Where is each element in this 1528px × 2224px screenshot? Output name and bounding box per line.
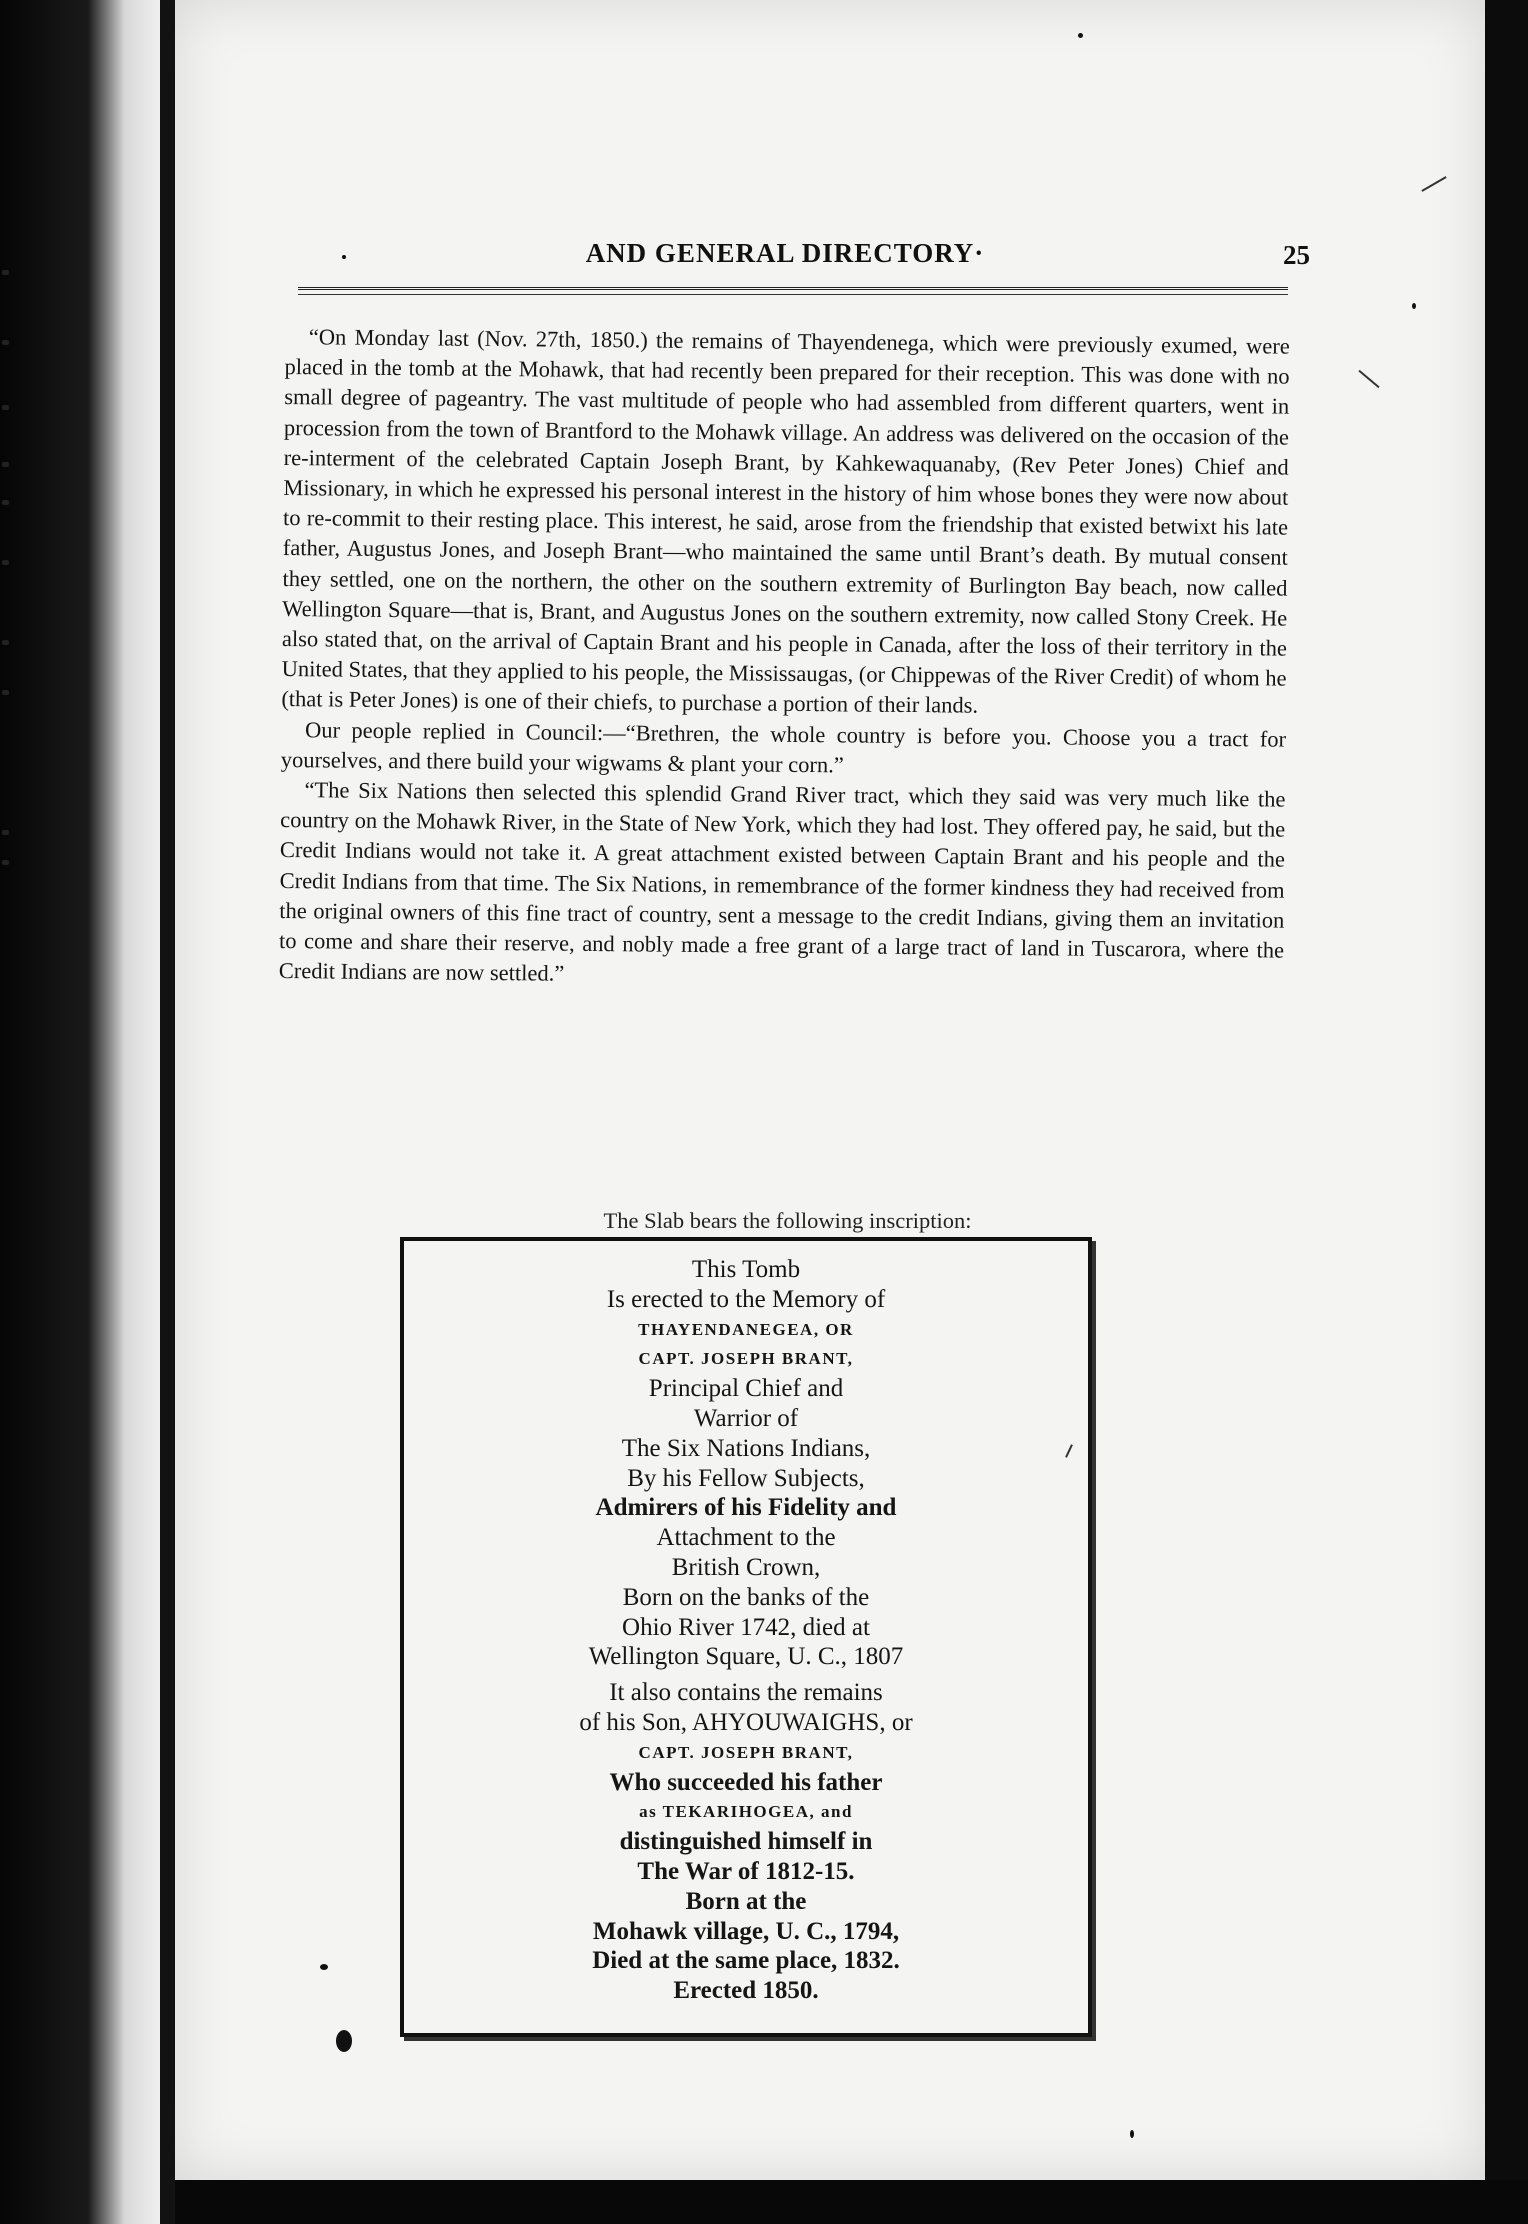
inscription-line: The War of 1812-15.	[637, 1857, 855, 1885]
paragraph-council-reply: Our people replied in Council:—“Brethren, the whole country is before you. Choose you a tract for yourselves, and there build your wigwams & plant your corn.”	[280, 716, 1287, 778]
inscription-line: This Tomb	[691, 1256, 801, 1283]
gutter-marks	[0, 0, 20, 2224]
ink-speck	[1078, 33, 1083, 38]
inscription-line: Mohawk village, U. C., 1794,	[592, 1917, 900, 1945]
inscription-line: CAPT. JOSEPH BRANT,	[638, 1742, 854, 1762]
ink-speck	[342, 255, 346, 259]
inscription-line: THAYENDANEGEA, OR	[638, 1319, 854, 1339]
paragraph-interment: “On Monday last (Nov. 27th, 1850.) the remains of Thayendenega, which were previously exumed, were placed in the tomb at the Mohawk, that had recently been prepared for their reception. This was done with no small degree of pageantry. The vast multitude of people who had assembled from different quarters, went in procession from the town of Brantford to the Mohawk village. An address was delivered on the occasion of the re-interment of the celebrated Captain Joseph Brant, by Kahkewaquanaby, (Rev Peter Jones) Chief and Missionary, in which he expressed his personal interest in the history of him whose bones they were now about to re-commit to their resting place. This interest, he said, arose from the friendship that existed betwixt his late father, Augustus Jones, and Joseph Brant—who maintained the same until Brant’s death. By mutual consent they settled, one on the northern, the other on the southern extremity of Burlington Bay beach, now called Wellington Square—that is, Brant, and Augustus Jones on the southern extremity, now called Stony Creek. He also stated that, on the arrival of Captain Brant and his people in Canada, after the loss of their territory in the United States, that they applied to his people, the Mississaugas, (or Chippewas of the River Credit) of whom he (that is Peter Jones) is one of their chiefs, to purchase a portion of their lands.	[281, 324, 1290, 719]
inscription-text	[404, 1255, 1088, 2006]
ink-blot	[336, 2030, 352, 2052]
inscription-line: Wellington Square, U. C., 1807	[588, 1643, 904, 1671]
inscription-box	[400, 1237, 1092, 2037]
header-rule	[298, 287, 1288, 293]
inscription-line: Principal Chief and	[648, 1375, 844, 1403]
inscription-line: Born on the banks of the	[622, 1583, 870, 1611]
ink-speck	[320, 1964, 328, 1970]
inscription-line: The Six Nations Indians,	[621, 1434, 871, 1462]
running-head-title: AND GENERAL DIRECTORY·	[585, 238, 985, 268]
inscription-line: Attachment to the	[656, 1524, 836, 1552]
inscription-line: distinguished himself in	[619, 1828, 873, 1856]
running-head	[280, 238, 1310, 278]
inscription-intro: The Slab bears the following inscription:	[603, 1208, 972, 1233]
ink-speck	[1130, 2130, 1134, 2138]
inscription-line: Erected 1850.	[673, 1977, 819, 2005]
paragraph-grand-river: “The Six Nations then selected this splendid Grand River tract, which they said was very much like the country on the Mohawk River, in the State of New York, which they had lost. They offered pay, he said, but the Credit Indians would not take it. A great attachment existed between Captain Brant and his people and the Credit Indians from that time. The Six Nations, in remembrance of the former kindness they had received from the original owners of this fine tract of country, sent a message to the credit Indians, giving them an invitation to come and share their reserve, and nobly made a free grant of a large tract of land in Tuscarora, where the Credit Indians are now settled.”	[278, 777, 1286, 986]
inscription-line: CAPT. JOSEPH BRANT,	[638, 1349, 854, 1369]
scan-border-right	[1485, 0, 1528, 2224]
scan-border-bottom	[175, 2180, 1528, 2224]
inscription-line: By his Fellow Subjects,	[627, 1464, 865, 1492]
inscription-line: of his Son, AHYOUWAIGHS, or	[579, 1708, 913, 1736]
inscription-line: as TEKARIHOGEA, and	[639, 1802, 853, 1822]
ink-speck	[1412, 303, 1416, 309]
article-text	[279, 322, 1290, 996]
inscription-line: Admirers of his Fidelity and	[595, 1494, 897, 1522]
inscription-line: Ohio River 1742, died at	[622, 1613, 870, 1641]
inscription-line: Is erected to the Memory of	[606, 1285, 886, 1313]
page-number: 25	[1283, 240, 1310, 270]
inscription-line: It also contains the remains	[609, 1679, 883, 1707]
inscription-line: Who succeeded his father	[609, 1768, 883, 1796]
inscription-line: British Crown,	[671, 1553, 821, 1581]
inscription-line: Died at the same place, 1832.	[592, 1947, 900, 1975]
inscription-line: Warrior of	[693, 1404, 799, 1432]
inscription-line: Born at the	[685, 1887, 807, 1915]
facing-page-edge	[0, 0, 160, 2224]
